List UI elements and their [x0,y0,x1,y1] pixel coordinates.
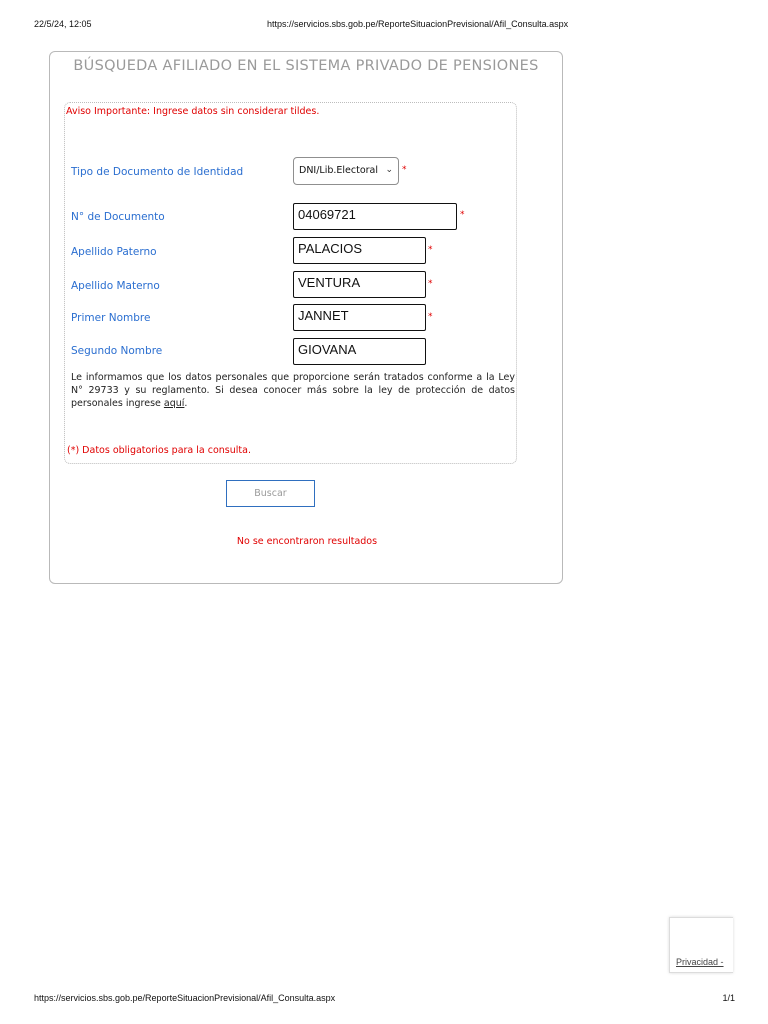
privacy-info-link[interactable]: aquí [163,398,185,409]
print-datetime: 22/5/24, 12:05 [34,19,92,29]
second-name-input[interactable]: GIOVANA [293,338,426,365]
last-name-paternal-label: Apellido Paterno [71,246,157,258]
privacy-info-text [71,371,515,410]
required-fields-note: (*) Datos obligatorios para la consulta. [67,445,251,456]
doc-type-selected: DNI/Lib.Electoral [299,165,379,176]
result-message: No se encontraron resultados [236,536,378,547]
last-name-maternal-input[interactable]: VENTURA [293,271,426,298]
search-button[interactable]: Buscar [226,480,315,507]
last-name-maternal-label: Apellido Materno [71,280,160,292]
first-name-input[interactable]: JANNET [293,304,426,331]
required-mark: * [402,165,407,175]
footer-url: https://servicios.sbs.gob.pe/ReporteSituacionPrevisional/Afil_Consulta.aspx [34,993,336,1003]
page-number: 1/1 [722,993,735,1003]
chevron-down-icon: ⌄ [385,165,393,175]
recaptcha-badge [669,917,733,973]
privacy-info-end: . [184,398,188,409]
doc-number-input[interactable]: 04069721 [293,203,457,230]
required-mark: * [428,245,433,255]
recaptcha-privacy-link[interactable]: Privacidad - [676,957,724,967]
print-header [0,19,768,31]
notice-text: Aviso Importante: Ingrese datos sin considerar tildes. [66,106,320,117]
page-title: BÚSQUEDA AFILIADO EN EL SISTEMA PRIVADO DE PENSIONES [73,58,539,74]
required-mark: * [428,279,433,289]
second-name-label: Segundo Nombre [71,345,163,357]
required-mark: * [428,312,433,322]
print-footer [0,993,768,1005]
doc-type-select[interactable] [293,157,399,185]
last-name-paternal-input[interactable]: PALACIOS [293,237,426,264]
required-mark: * [460,210,465,220]
privacy-info-body: Le informamos que los datos personales que proporcione serán tratados conforme a la Ley N° 29733 y su reglamento. Si desea conocer más sobre la ley de protección de datos personales ingrese [71,372,515,409]
doc-number-label: N° de Documento [71,211,165,223]
first-name-label: Primer Nombre [71,312,151,324]
doc-type-label: Tipo de Documento de Identidad [71,166,244,178]
print-url: https://servicios.sbs.gob.pe/ReporteSituacionPrevisional/Afil_Consulta.aspx [267,19,569,29]
